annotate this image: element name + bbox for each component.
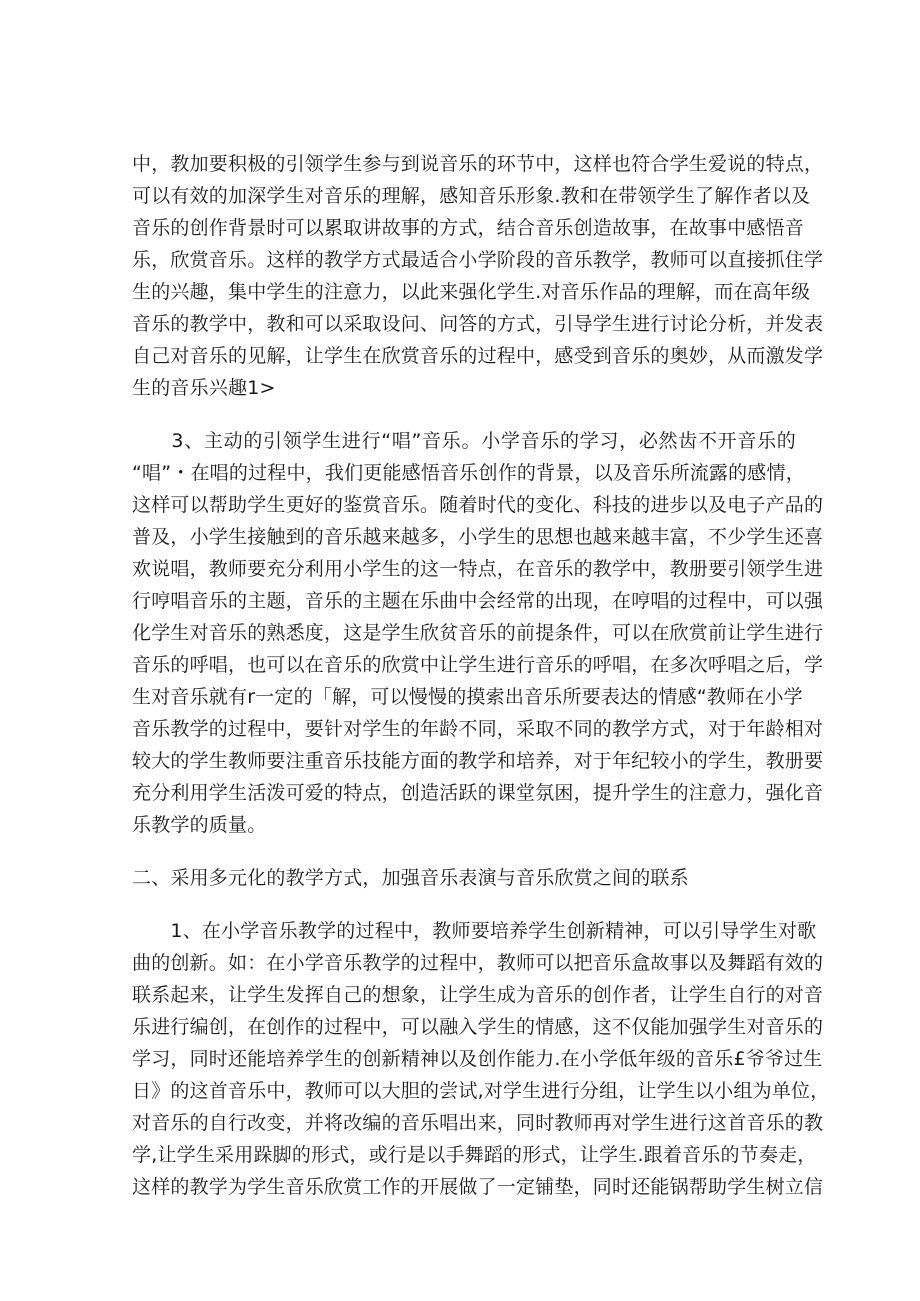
text-line: 学习，同时还能培养学生的创新精神以及创作能力.在小学低年级的音乐£爷爷过生 xyxy=(132,1048,823,1070)
text-line: 学,让学生采用跺脚的形式，或行是以手舞蹈的形式，让学生.跟着音乐的节奏走， xyxy=(132,1144,817,1166)
text-line: 行哼唱音乐的主题，音乐的主题在乐曲中会经常的出现，在哼唱的过程中，可以强 xyxy=(132,590,824,612)
text-line: 这样的教学为学生音乐欣赏工作的开展做了一定铺垫，同时还能锅帮助学生树立信 xyxy=(132,1176,824,1198)
text-line: 音乐的创作背景时可以累取讲故事的方式，结合音乐创造故事，在故事中感悟音 xyxy=(132,217,805,239)
text-line: 日》的这首音乐中，教师可以大胆的尝试,对学生进行分组，让学生以小组为单位， xyxy=(132,1080,830,1102)
paragraph-gap xyxy=(132,894,796,915)
text-line: 生的兴趣，集中学生的注意力，以此来强化学生.对音乐作品的理解，而在高年级 xyxy=(132,281,811,303)
text-line: 自己对音乐的见解，让学生在欣赏音乐的过程中，感受到音乐的奥妙，从而激发学 xyxy=(132,345,824,367)
text-line: 音乐的呼唱，也可以在音乐的欣赏中让学生进行音乐的呼唱，在多次呼唱之后，学 xyxy=(132,654,824,676)
paragraph-gap xyxy=(132,404,796,425)
text-line: 欢说唱，教师要充分利用小学生的这一特点，在音乐的教学中，教册要引领学生进 xyxy=(132,558,824,580)
text-line: 1、在小学音乐教学的过程中，教师要培养学生创新精神，可以引导学生对歌 xyxy=(132,920,817,942)
section-heading xyxy=(132,862,796,894)
text-line: 生对音乐就有r一定的「解，可以慢慢的摸索出音乐所要表达的情感“教师在小学 xyxy=(132,686,803,708)
paragraph-2 xyxy=(132,425,824,841)
text-line: 音乐教学的过程中，要针对学生的年龄不同，采取不同的教学方式，对于年龄相对 xyxy=(132,718,824,740)
text-line: 3、主动的引领学生进行“唱”音乐。小学音乐的学习，必然齿不开音乐的 xyxy=(132,430,796,452)
document-page xyxy=(132,148,830,1203)
text-line: 普及，小学生接触到的音乐越来越多，小学生的思想也越来越丰富，不少学生还喜 xyxy=(132,526,824,548)
text-line: 化学生对音乐的熟悉度，这是学生欣贫音乐的前提条件，可以在欣赏前让学生进行 xyxy=(132,622,824,644)
text-line: 音乐的教学中，教和可以采取设问、问答的方式，引导学生进行讨论分析，并发表 xyxy=(132,313,824,335)
paragraph-1 xyxy=(132,148,824,404)
text-line: 联系起来，让学生发挥自己的想象，让学生成为音乐的创作者，让学生自行的对音 xyxy=(132,984,824,1006)
text-line: “唱”・在唱的过程中，我们更能感悟音乐创作的背景，以及音乐所流露的感情， xyxy=(132,462,805,484)
text-line: 曲的创新。如：在小学音乐教学的过程中，教师可以把音乐盒故事以及舞蹈有效的 xyxy=(132,952,824,974)
text-line: 生的音乐兴趣1> xyxy=(132,377,276,399)
text-line: 乐教学的质量。 xyxy=(132,814,267,836)
text-line: 可以有效的加深学生对音乐的理解，感知音乐形象.教和在带领学生了解作者以及 xyxy=(132,185,811,207)
text-line: 充分利用学生活泼可爱的特点，创造活跃的课堂氛困，提升学生的注意力，强化音 xyxy=(132,782,824,804)
text-line: 乐，欣赏音乐。这样的教学方式最适合小学阶段的音乐教学，教师可以直接抓住学 xyxy=(132,249,824,271)
text-line: 中，教加要积极的引领学生参与到说音乐的环节中，这样也符合学生爱说的特点， xyxy=(132,153,824,175)
text-line: 对音乐的自行改变，并将改编的音乐唱出来，同时教师再对学生进行这首音乐的教 xyxy=(132,1112,824,1134)
paragraph-3 xyxy=(132,915,830,1203)
text-line: 这样可以帮助学生更好的鉴赏音乐。随着时代的变化、科技的进步以及电子产品的 xyxy=(132,494,824,516)
text-line: 乐进行编创，在创作的过程中，可以融入学生的情感，这不仅能加强学生对音乐的 xyxy=(132,1016,824,1038)
section-heading-text: 二、采用多元化的教学方式，加强音乐表演与音乐欣赏之间的联系 xyxy=(132,867,689,889)
text-line: 较大的学生教师要注重音乐技能方面的教学和培养，对于年纪较小的学生，教册要 xyxy=(132,750,824,772)
paragraph-gap xyxy=(132,841,796,862)
